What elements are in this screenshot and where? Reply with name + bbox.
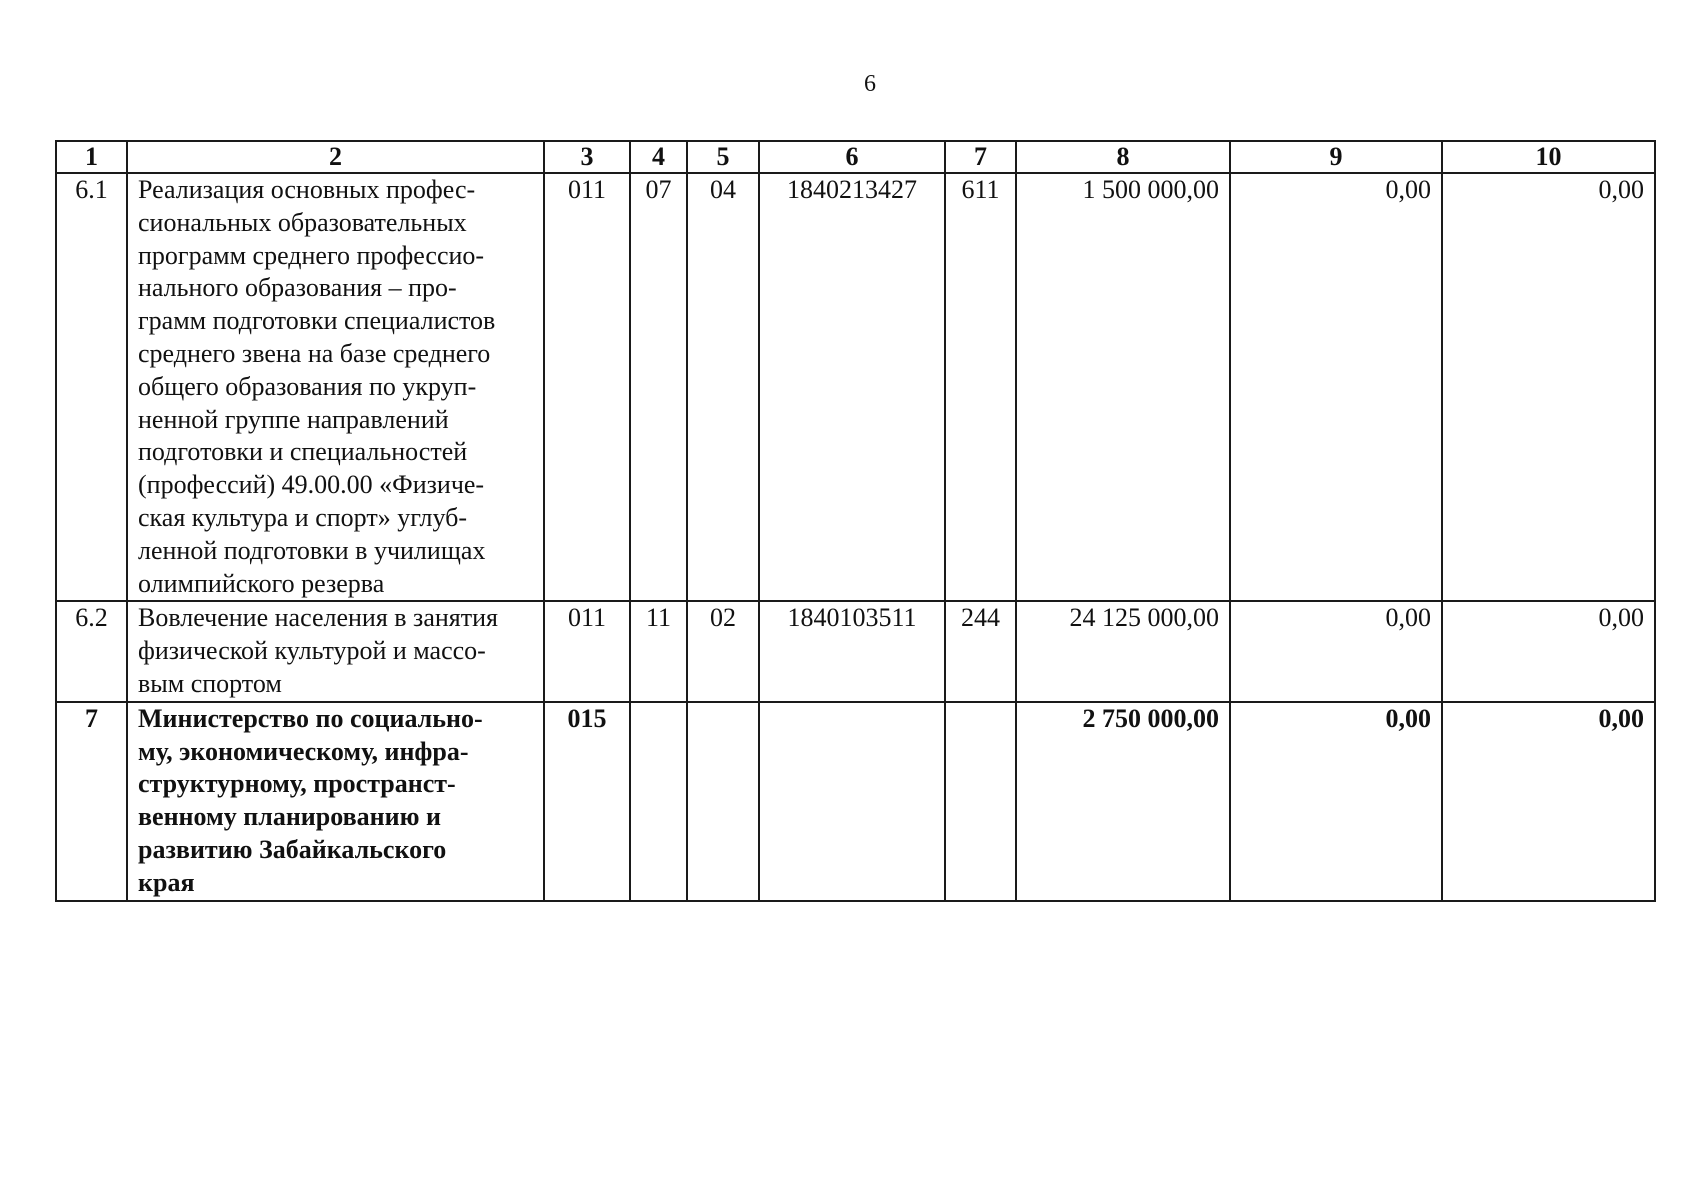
row-name	[127, 702, 544, 901]
amount-col-10: 0,00	[1442, 601, 1655, 701]
row-name	[127, 601, 544, 701]
name-line: общего образования по укруп-	[138, 371, 477, 401]
expense-type-code: 611	[945, 173, 1016, 601]
column-header: 8	[1016, 141, 1230, 173]
amount-col-9: 0,00	[1230, 601, 1442, 701]
target-article-code	[759, 702, 945, 901]
table-row	[56, 173, 1655, 601]
header-row	[56, 141, 1655, 173]
row-number: 7	[56, 702, 127, 901]
name-line: среднего звена на базе среднего	[138, 338, 491, 368]
expense-type-code	[945, 702, 1016, 901]
table-row	[56, 702, 1655, 901]
column-header: 9	[1230, 141, 1442, 173]
amount-col-9: 0,00	[1230, 173, 1442, 601]
name-line: программ среднего профессио-	[138, 240, 485, 270]
row-number: 6.1	[56, 173, 127, 601]
name-line: развитию Забайкальского	[138, 834, 447, 864]
column-header: 5	[687, 141, 759, 173]
name-line: ненной группе направлений	[138, 404, 449, 434]
name-line: венному планированию и	[138, 802, 441, 832]
row-number: 6.2	[56, 601, 127, 701]
section-code	[630, 702, 687, 901]
target-article-code: 1840213427	[759, 173, 945, 601]
name-line: сиональных образовательных	[138, 207, 467, 237]
admin-code: 011	[544, 173, 630, 601]
amount-col-8: 2 750 000,00	[1016, 702, 1230, 901]
expense-type-code: 244	[945, 601, 1016, 701]
name-line: подготовки и специальностей	[138, 437, 468, 467]
name-line: нального образования – про-	[138, 273, 457, 303]
amount-col-10: 0,00	[1442, 702, 1655, 901]
amount-col-8: 1 500 000,00	[1016, 173, 1230, 601]
name-line: олимпийского резерва	[138, 568, 385, 598]
row-name	[127, 173, 544, 601]
column-header: 7	[945, 141, 1016, 173]
admin-code: 015	[544, 702, 630, 901]
column-header: 2	[127, 141, 544, 173]
name-line: (профессий) 49.00.00 «Физиче-	[138, 470, 485, 500]
name-line: Реализация основных профес-	[138, 175, 476, 204]
name-line: грамм подготовки специалистов	[138, 306, 496, 336]
name-line: ская культура и спорт» углуб-	[138, 502, 468, 532]
column-header: 3	[544, 141, 630, 173]
column-header: 6	[759, 141, 945, 173]
table-row	[56, 601, 1655, 701]
section-code: 11	[630, 601, 687, 701]
budget-table	[55, 140, 1656, 902]
name-line: вым спортом	[138, 668, 282, 698]
amount-col-9: 0,00	[1230, 702, 1442, 901]
name-line: физической культурой и массо-	[138, 636, 486, 666]
amount-col-10: 0,00	[1442, 173, 1655, 601]
name-line: Министерство по социально-	[138, 703, 483, 733]
name-line: ленной подготовки в училищах	[138, 535, 486, 565]
name-line: структурному, пространст-	[138, 769, 456, 799]
amount-col-8: 24 125 000,00	[1016, 601, 1230, 701]
page-number: 6	[864, 71, 876, 97]
section-code: 07	[630, 173, 687, 601]
target-article-code: 1840103511	[759, 601, 945, 701]
subsection-code: 04	[687, 173, 759, 601]
subsection-code	[687, 702, 759, 901]
name-line: му, экономическому, инфра-	[138, 736, 469, 766]
subsection-code: 02	[687, 601, 759, 701]
column-header: 10	[1442, 141, 1655, 173]
column-header: 1	[56, 141, 127, 173]
admin-code: 011	[544, 601, 630, 701]
column-header: 4	[630, 141, 687, 173]
name-line: Вовлечение населения в занятия	[138, 603, 498, 633]
name-line: края	[138, 867, 195, 897]
